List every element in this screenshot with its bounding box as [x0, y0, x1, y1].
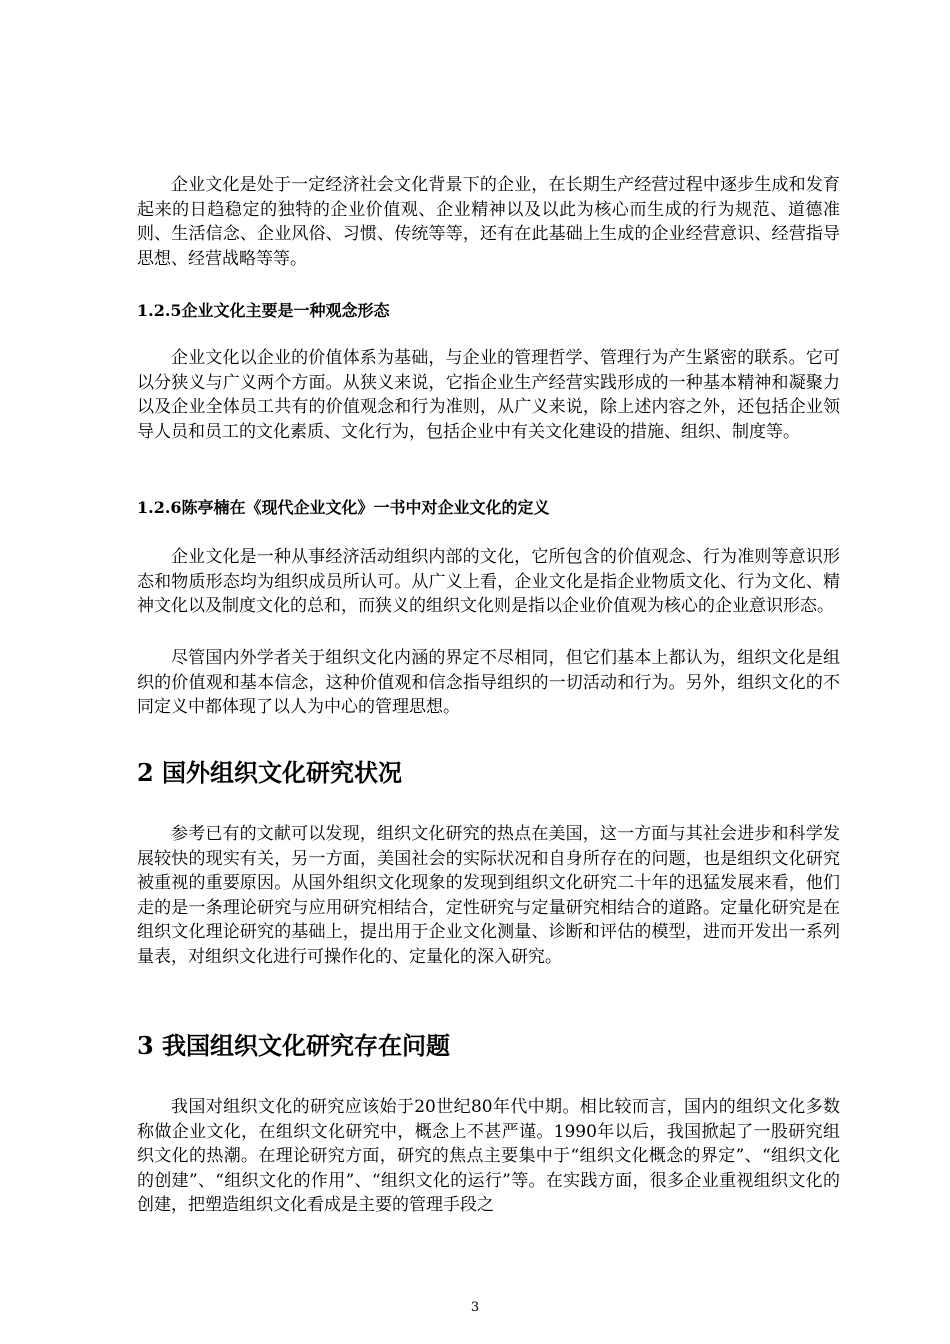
section-heading-1-2-5: 1.2.5企业文化主要是一种观念形态 [137, 301, 390, 320]
section-heading-1-2-6: 1.2.6陈亭楠在《现代企业文化》一书中对企业文化的定义 [137, 498, 550, 517]
paragraph-foreign-research: 参考已有的文献可以发现，组织文化研究的热点在美国，这一方面与其社会进步和科学发展较快的现实有关，另一方面，美国社会的实际状况和自身所存在的问题，也是组织文化研究被重视的重要原因。从国外组织文化现象的发现到组织文化研究二十年的迅猛发展来看，他们走的是一条理论研究与应用研究相结合，定性研究与定量研究相结合的道路。定量化研究是在组织文化理论研究的基础上，提出用于企业文化测量、诊断和评估的模型，进而开发出一系列量表，对组织文化进行可操作化的、定量化的深入研究。 [137, 824, 840, 967]
paragraph-value-system: 企业文化以企业的价值体系为基础，与企业的管理哲学、管理行为产生紧密的联系。它可以分狭义与广义两个方面。从狭义来说，它指企业生产经营实践形成的一种基本精神和凝聚力以及企业全体员工共有的价值观念和行为准则，从广义来说，除上述内容之外，还包括企业领导人员和员工的文化素质、文化行为，包括企业中有关文化建设的措施、组织、制度等。 [137, 348, 840, 442]
paragraph-enterprise-culture-definition: 企业文化是处于一定经济社会文化背景下的企业，在长期生产经营过程中逐步生成和发育起来的日趋稳定的独特的企业价值观、企业精神以及以此为核心而生成的行为规范、道德准则、生活信念、企业风俗、习惯、传统等等，还有在此基础上生成的企业经营意识、经营指导思想、经营战略等等。 [137, 175, 840, 269]
chapter-heading-3: 3 我国组织文化研究存在问题 [137, 1031, 451, 1060]
chapter-heading-2: 2 国外组织文化研究状况 [137, 758, 403, 787]
paragraph-scholars-summary: 尽管国内外学者关于组织文化内涵的界定不尽相同，但它们基本上都认为，组织文化是组织的价值观和基本信念，这种价值观和信念指导组织的一切活动和行为。另外，组织文化的不同定义中都体现了以人为中心的管理思想。 [137, 648, 840, 717]
page-number: 3 [470, 1300, 480, 1315]
paragraph-chen-definition: 企业文化是一种从事经济活动组织内部的文化，它所包含的价值观念、行为准则等意识形态和物质形态均为组织成员所认可。从广义上看，企业文化是指企业物质文化、行为文化、精神文化以及制度文化的总和，而狭义的组织文化则是指以企业价值观为核心的企业意识形态。 [137, 547, 840, 616]
paragraph-domestic-research: 我国对组织文化的研究应该始于20世纪80年代中期。相比较而言，国内的组织文化多数称做企业文化，在组织文化研究中，概念上不甚严谨。1990年以后，我国掀起了一股研究组织文化的热潮。在理论研究方面，研究的焦点主要集中于“组织文化概念的界定”、“组织文化的创建”、“组织文化的作用”、“组织文化的运行”等。在实践方面，很多企业重视组织文化的创建，把塑造组织文化看成是主要的管理手段之 [137, 1097, 840, 1215]
